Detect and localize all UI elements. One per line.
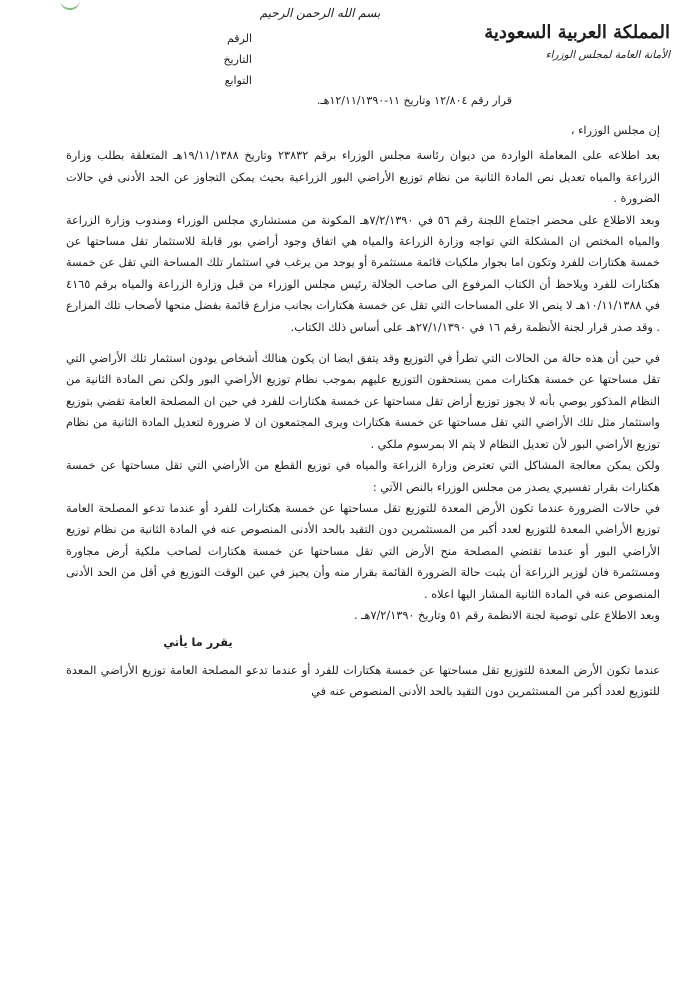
kingdom-name: المملكة العربية السعودية (484, 22, 670, 43)
office-name: الأمانة العامة لمجلس الوزراء (545, 49, 670, 61)
number-label: الرقم (226, 32, 252, 45)
addressee: إن مجلس الوزراء ، (570, 124, 660, 137)
decision-reference: قرار رقم ١٢/٨٠٤ وتاريخ ١١-١٢/١١/١٣٩٠هـ. (316, 94, 512, 107)
paragraph: وبعد الاطلاع على محضر اجتماع اللجنة رقم ٥٦ في ٧/٢/١٣٩٠هـ المكونة من مستشاري مجلس الوزراء ومندوب وزارة الزراعة والمياه المختص ان المشكلة التي تواجه وزارة الزراعة والمياه هي اتفاق وجود أراضي بور قابلة للاستثمار تقل مساحتها عن خمسة هكتارات للفرد وتكون اما بجوار ملكيات قائمة مستثمرة أو يوجد من يرغب في استثمار تلك المساحة التي تقل عن خمسة هكتارات للفرد ويلاحظ أن الكتاب المرفوع الى صاحب الجلالة رئيس مجلس الوزراء من قبل وزارة الزراعة والمياه برقم ٤١٦٥ في ١٠/١١/١٣٨٨هـ لا ينص الا على المساحات التي تقل عن خمسة هكتارات بجانب مزارع قائمة بفضل منحها لأصحاب تلك المزارع . وقد صدر قرار لجنة الأنظمة رقم ١٦ في ٢٧/١/١٣٩٠هـ على أساس ذلك الكتاب. (66, 213, 661, 334)
paragraph: في حالات الضرورة عندما تكون الأرض المعدة للتوزيع تقل مساحتها عن خمسة هكتارات للفرد أو عندما تدعو المصلحة العامة توزيع الأراضي المعدة للتوزيع لعدد أكبر من المستثمرين دون التقيد بالحد الأدنى المنصوص عنه في المادة الثانية من نظام توزيع الأراضي البور أو عندما تقتضي المصلحة منح الأرض التي تقل مساحتها عن خمسة هكتارات لصاحب ملكية أرض مجاورة ومستثمرة فان لوزير الزراعة أن يثبت حالة الضرورة القائمة بقرار منه وأن يجيز في عين الوقت التوزيع في أقل من الحد الأدنى المنصوص عنه في المادة الثانية المشار اليها اعلاه . (66, 501, 660, 601)
document-body (66, 120, 660, 703)
basmala-header: بسم الله الرحمن الرحيم (259, 6, 381, 20)
paragraph: وبعد الاطلاع على توصية لجنة الانظمة رقم ٥١ وتاريخ ٧/٢/١٣٩٠هـ . (353, 608, 660, 622)
paragraph: بعد اطلاعه على المعاملة الواردة من ديوان رئاسة مجلس الوزراء برقم ٢٣٨٣٢ وتاريخ ١٩/١١/١٣٨٨هـ المتعلقة بطلب وزارة الزراعة والمياه تعديل نص المادة الثانية من نظام توزيع الأراضي البور الزراعية بحيث يمكن التجاوز عن الحد الأدنى في حالات الضرورة . (66, 149, 660, 206)
date-label: التاريخ (223, 53, 252, 66)
attachments-label: التوابع (224, 74, 252, 87)
paragraph: عندما تكون الأرض المعدة للتوزيع تقل مساحتها عن خمسة هكتارات للفرد أو عندما تدعو المصلحة العامة توزيع الأراضي المعدة للتوزيع لعدد أكبر من المستثمرين دون التقيد بالحد الأدنى المنصوص عنه في (66, 663, 660, 699)
letterhead (480, 20, 670, 64)
reference-labels (172, 28, 252, 91)
corner-mark (60, 0, 80, 10)
paragraph: ولكن يمكن معالجة المشاكل التي تعترض وزارة الزراعة والمياه في توزيع القطع من الأراضي التي تقل مساحتها عن خمسة هكتارات بقرار تفسيري يصدر من مجلس الوزراء بالنص الآتي : (66, 459, 660, 494)
paragraph: في حين أن هذه حالة من الحالات التي تطرأ في التوزيع وقد يتفق ايضا ان يكون هنالك أشخاص يودون استثمار تلك الأراضي التي تقل مساحتها عن خمسة هكتارات ممن يستحقون التوزيع عليهم بموجب نظام توزيع الأراضي البور ولكن نص المادة الثانية من النظام المذكور يوصي بأنه لا يجوز توزيع أراض تقل مساحتها عن خمسة هكتارات للفرد في حين ان المصلحة العامة تقضي بتوزيع واستثمار مثل تلك الأراضي التي تقل مساحتها عن خمسة هكتارات ويرى المجتمعون ان لا ضرورة لتعديل المادة الثانية من نظام توزيع الأراضي البور لأن تعديل النظام لا يتم الا بمرسوم ملكي . (66, 352, 660, 451)
decides-heading: يقرر ما يأتي (163, 636, 233, 650)
